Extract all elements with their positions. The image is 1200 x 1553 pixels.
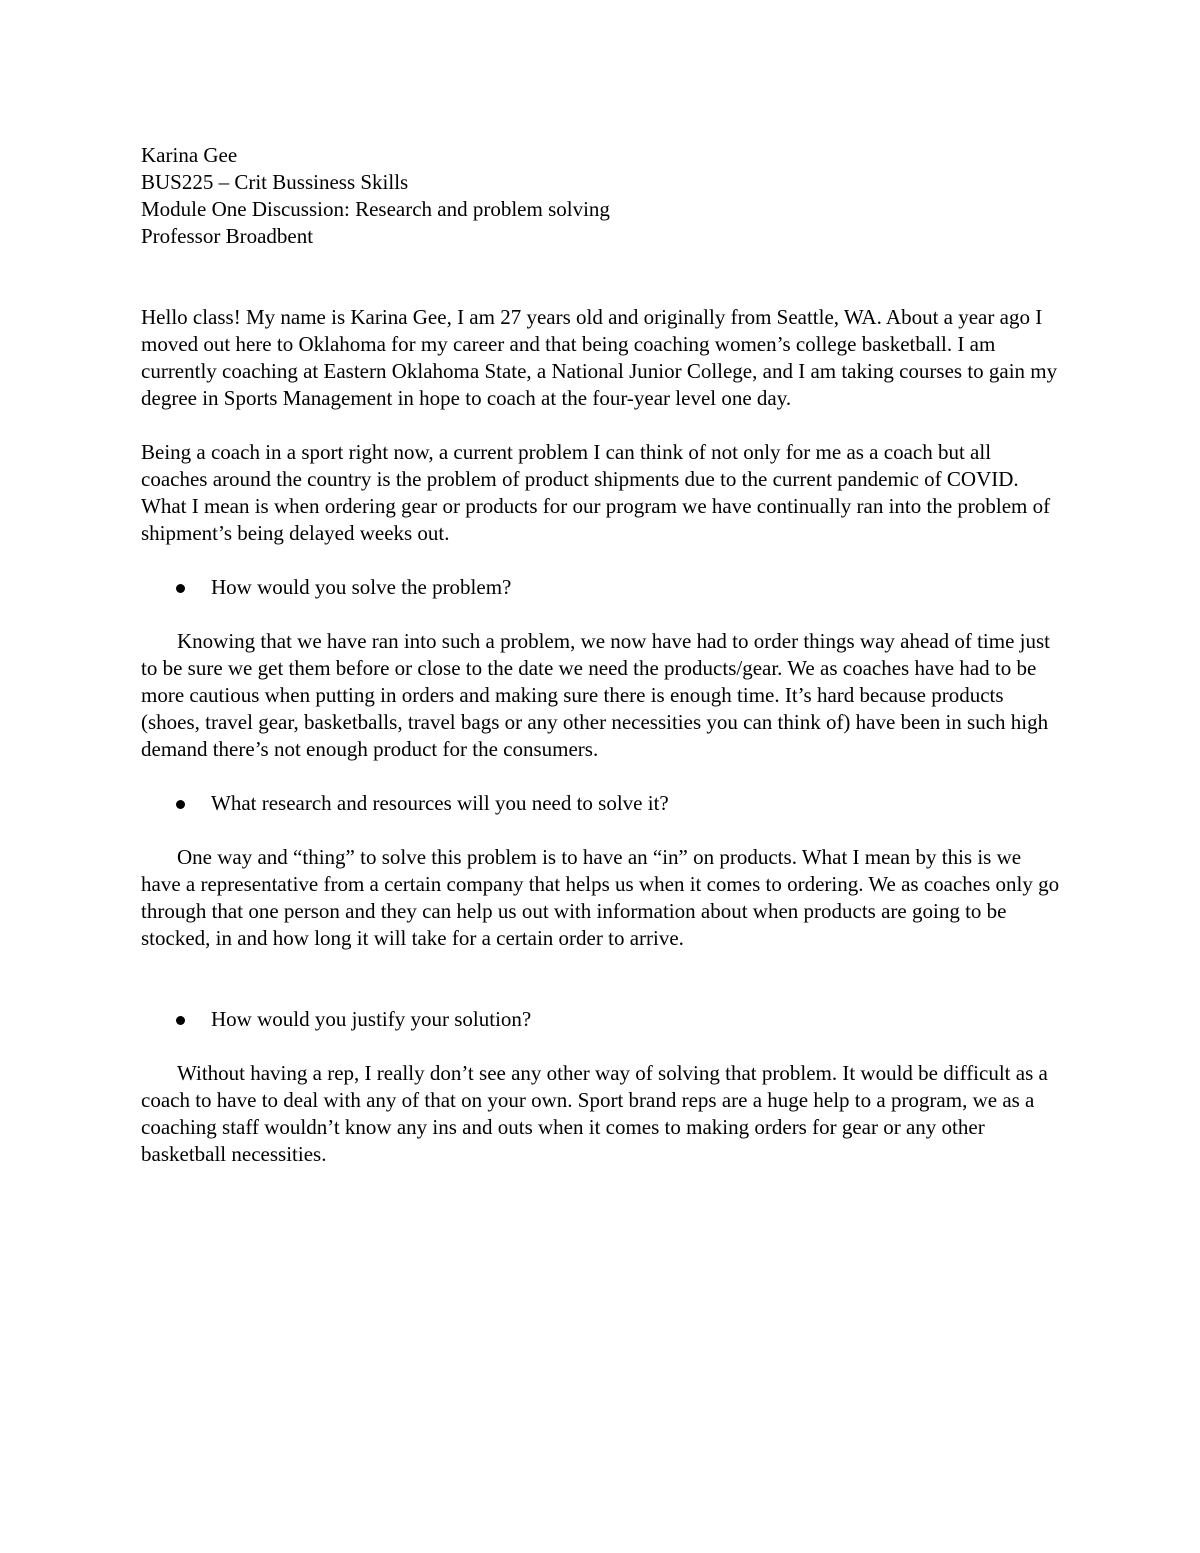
question-text: How would you solve the problem? [211, 575, 512, 599]
header-block [141, 142, 1061, 250]
document-content [141, 142, 1061, 1168]
professor-name: Professor Broadbent [141, 224, 314, 248]
answer-paragraph: One way and “thing” to solve this problem is to have an “in” on products. What I mean by this is we have a representative from a certain company that helps us when it comes to ordering. We as coaches only go through that one person and they can help us out with information about when products are going to be stocked, in and how long it will take for a certain order to arrive. [141, 845, 1060, 950]
intro-paragraph: Hello class! My name is Karina Gee, I am 27 years old and originally from Seattle, WA. About a year ago I moved out here to Oklahoma for my career and that being coaching women’s college basketball. I am currently coaching at Eastern Oklahoma State, a National Junior College, and I am taking courses to gain my degree in Sports Management in hope to coach at the four-year level one day. [141, 305, 1058, 410]
course-title: BUS225 – Crit Bussiness Skills [141, 170, 409, 194]
bullet-icon [176, 1016, 185, 1025]
answer-paragraph: Knowing that we have ran into such a problem, we now have had to order things way ahead of time just to be sure we get them before or close to the date we need the products/gear. We as coaches have had to be more cautious when putting in orders and making sure there is enough time. It’s hard because products (shoes, travel gear, basketballs, travel bags or any other necessities you can think of) have been in such high demand there’s not enough product for the consumers. [141, 629, 1051, 761]
problem-paragraph: Being a coach in a sport right now, a current problem I can think of not only for me as a coach but all coaches around the country is the problem of product shipments due to the current pandemic of COVID. What I mean is when ordering gear or products for our program we have continually ran into the problem of shipment’s being delayed weeks out. [141, 440, 1051, 545]
assignment-title: Module One Discussion: Research and problem solving [141, 197, 610, 221]
bullet-icon [176, 584, 185, 593]
question-bullet [141, 1006, 1061, 1033]
bullet-icon [176, 800, 185, 809]
answer-paragraph: Without having a rep, I really don’t see any other way of solving that problem. It would be difficult as a coach to have to deal with any of that on your own. Sport brand reps are a huge help to a program, we as a coaching staff wouldn’t know any ins and outs when it comes to making orders for gear or any other basketball necessities. [141, 1061, 1048, 1166]
question-bullet [141, 574, 1061, 601]
question-bullet [141, 790, 1061, 817]
question-text: What research and resources will you need to solve it? [211, 791, 669, 815]
author-name: Karina Gee [141, 143, 238, 167]
question-text: How would you justify your solution? [211, 1007, 532, 1031]
